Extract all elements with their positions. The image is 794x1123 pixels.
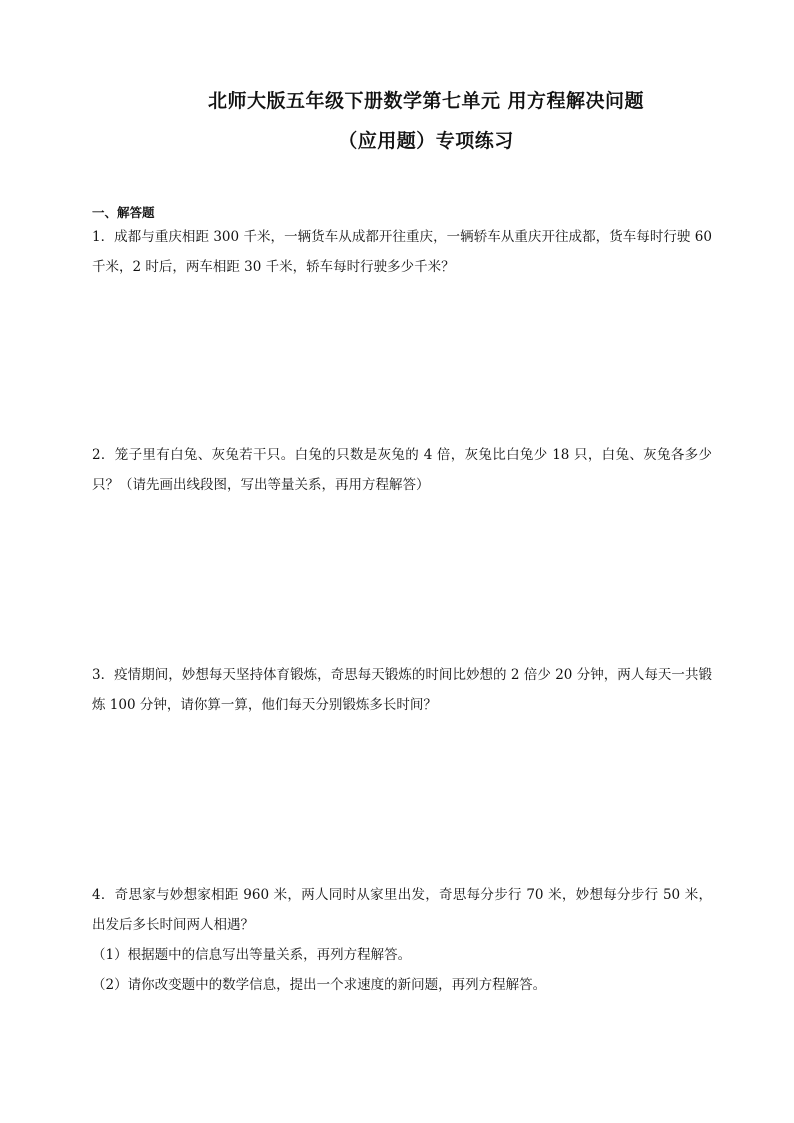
question-2-text: 2．笼子里有白兔、灰兔若干只。白兔的只数是灰兔的 4 倍，灰兔比白兔少 18 只，白兔、灰兔各多少只？（请先画出线段图，写出等量关系，再用方程解答）	[92, 447, 712, 493]
question-4	[92, 880, 712, 1000]
question-3	[92, 660, 712, 720]
document-title: 北师大版五年级下册数学第七单元 用方程解决问题	[207, 90, 645, 112]
question-4-sub-1: （1）根据题中的信息写出等量关系，再列方程解答。	[92, 947, 412, 963]
question-1-text: 1．成都与重庆相距 300 千米，一辆货车从成都开往重庆，一辆轿车从重庆开往成都，货车每时行驶 60 千米，2 时后，两车相距 30 千米，轿车每时行驶多少千米？	[92, 229, 712, 275]
document-subtitle: （应用题）专项练习	[338, 130, 514, 152]
question-3-text: 3．疫情期间，妙想每天坚持体育锻炼，奇思每天锻炼的时间比妙想的 2 倍少 20 分钟，两人每天一共锻炼 100 分钟，请你算一算，他们每天分别锻炼多长时间？	[92, 667, 712, 713]
question-2	[92, 440, 712, 500]
question-1	[92, 222, 712, 282]
question-4-text: 4．奇思家与妙想家相距 960 米，两人同时从家里出发，奇思每分步行 70 米，妙想每分步行 50 米，出发后多长时间两人相遇？	[92, 887, 712, 933]
question-4-sub-2: （2）请你改变题中的数学信息，提出一个求速度的新问题，再列方程解答。	[92, 977, 547, 993]
section-heading: 一、解答题	[92, 205, 155, 220]
